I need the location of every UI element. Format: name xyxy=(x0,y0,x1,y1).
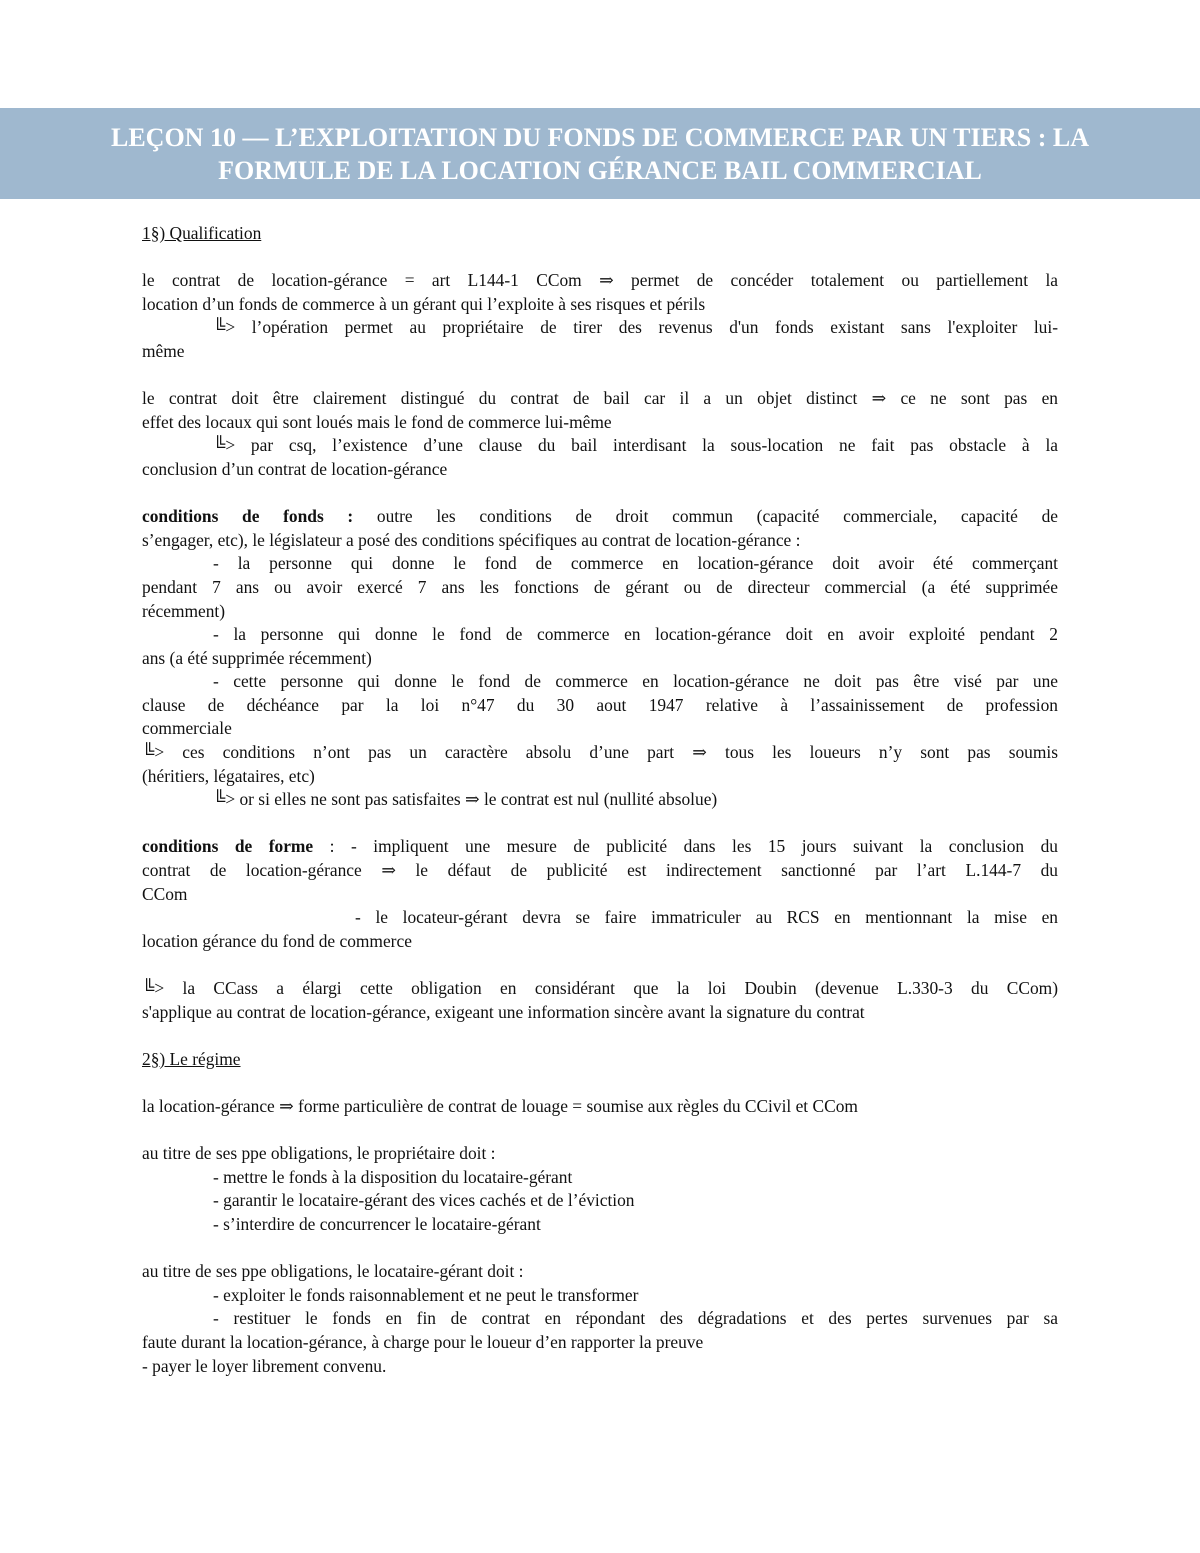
paragraph-conditions-forme xyxy=(142,835,1058,953)
text-line: - la personne qui donne le fond de commerce en location-gérance doit en avoir exploité pendant 2 xyxy=(213,624,1058,645)
bold-label: conditions de fonds : xyxy=(142,506,354,527)
text-line: location d’un fonds de commerce à un gérant qui l’exploite à ses risques et périls xyxy=(142,293,706,314)
text-line: ╚> or si elles ne sont pas satisfaites ⇒ le contrat est nul (nullité absolue) xyxy=(213,789,718,810)
text-line: conclusion d’un contrat de location-gérance xyxy=(142,458,448,479)
bold-label: conditions de forme xyxy=(142,836,314,857)
text-line: s’engager, etc), le législateur a posé des conditions spécifiques au contrat de location-gérance : xyxy=(142,529,801,550)
text-line xyxy=(142,505,1058,529)
paragraph-distinction xyxy=(142,387,1058,481)
list-item: - restituer le fonds en fin de contrat en répondant des dégradations et des pertes survenues par sa xyxy=(213,1308,1058,1329)
paragraph-definition xyxy=(142,269,1058,363)
title-line-1: LEÇON 10 — L’EXPLOITATION DU FONDS DE COMMERCE PAR UN TIERS : LA xyxy=(111,122,1089,152)
text-line: même xyxy=(142,340,185,361)
text-line: - la personne qui donne le fond de commerce en location-gérance doit avoir été commerçant xyxy=(213,553,1058,574)
title-line-2: FORMULE DE LA LOCATION GÉRANCE BAIL COMMERCIAL xyxy=(218,155,982,185)
text-line: CCom xyxy=(142,883,188,904)
text-line: pendant 7 ans ou avoir exercé 7 ans les fonctions de gérant ou de directeur commercial (a été supprimée xyxy=(142,576,1058,597)
text-line: ╚> l’opération permet au propriétaire de tirer des revenus d'un fonds existant sans l'exploiter lui- xyxy=(213,317,1058,338)
text-line: au titre de ses ppe obligations, le propriétaire doit : xyxy=(142,1143,496,1164)
list-item: - garantir le locataire-gérant des vices cachés et de l’éviction xyxy=(213,1190,635,1211)
text-line: ╚> la CCass a élargi cette obligation en considérant que la loi Doubin (devenue L.330-3 du CCom) xyxy=(142,978,1058,998)
text-line: effet des locaux qui sont loués mais le fond de commerce lui-même xyxy=(142,411,612,432)
text-line: la location-gérance ⇒ forme particulière de contrat de louage = soumise aux règles du CCivil et CCom xyxy=(142,1095,858,1116)
text-line: (héritiers, légataires, etc) xyxy=(142,765,315,786)
list-item: - exploiter le fonds raisonnablement et ne peut le transformer xyxy=(213,1284,639,1305)
section-heading-qualification: 1§) Qualification xyxy=(142,223,262,243)
text-line: ╚> par csq, l’existence d’une clause du bail interdisant la sous-location ne fait pas obstacle à la xyxy=(213,435,1058,456)
text-line: - le locateur-gérant devra se faire immatriculer au RCS en mentionnant la mise en xyxy=(355,907,1058,928)
list-item: - payer le loyer librement convenu. xyxy=(142,1355,387,1376)
text-line: contrat de location-gérance ⇒ le défaut de publicité est indirectement sanctionné par l’art L.144-7 du xyxy=(142,860,1058,881)
text-line: le contrat doit être clairement distingué du contrat de bail car il a un objet distinct ⇒ ce ne sont pas en xyxy=(142,388,1058,409)
paragraph-conditions-fonds xyxy=(142,505,1058,812)
text-run: outre les conditions de droit commun (capacité commerciale, capacité de xyxy=(353,506,1058,527)
paragraph-obligations-locataire xyxy=(142,1260,1058,1378)
text-line: ans (a été supprimée récemment) xyxy=(142,647,372,668)
document-body xyxy=(142,222,1058,1402)
text-line xyxy=(142,835,1058,859)
text-line: ╚> ces conditions n’ont pas un caractère absolu d’une part ⇒ tous les loueurs n’y sont pas soumis xyxy=(142,742,1058,763)
text-line: commerciale xyxy=(142,718,232,739)
section-heading-regime: 2§) Le régime xyxy=(142,1048,241,1069)
paragraph-regime xyxy=(142,1095,1058,1119)
text-line: le contrat de location-gérance = art L144-1 CCom ⇒ permet de concéder totalement ou partiellement la xyxy=(142,270,1058,291)
list-item: - s’interdire de concurrencer le locataire-gérant xyxy=(213,1213,541,1234)
text-run: : - impliquent une mesure de publicité dans les 15 jours suivant la conclusion du xyxy=(313,836,1058,857)
title-banner xyxy=(0,108,1200,199)
paragraph-obligations-proprietaire xyxy=(142,1142,1058,1236)
list-item: - mettre le fonds à la disposition du locataire-gérant xyxy=(213,1166,573,1187)
text-line: s'applique au contrat de location-gérance, exigeant une information sincère avant la signature du contrat xyxy=(142,1001,865,1022)
text-line: clause de déchéance par la loi n°47 du 30 aout 1947 relative à l’assainissement de profession xyxy=(142,694,1058,715)
text-line: location gérance du fond de commerce xyxy=(142,930,412,951)
text-line: au titre de ses ppe obligations, le locataire-gérant doit : xyxy=(142,1261,524,1282)
text-line: - cette personne qui donne le fond de commerce en location-gérance ne doit pas être visé par une xyxy=(213,671,1058,692)
text-line: récemment) xyxy=(142,600,226,621)
text-line: faute durant la location-gérance, à charge pour le loueur d’en rapporter la preuve xyxy=(142,1331,704,1352)
paragraph-ccass xyxy=(142,977,1058,1024)
